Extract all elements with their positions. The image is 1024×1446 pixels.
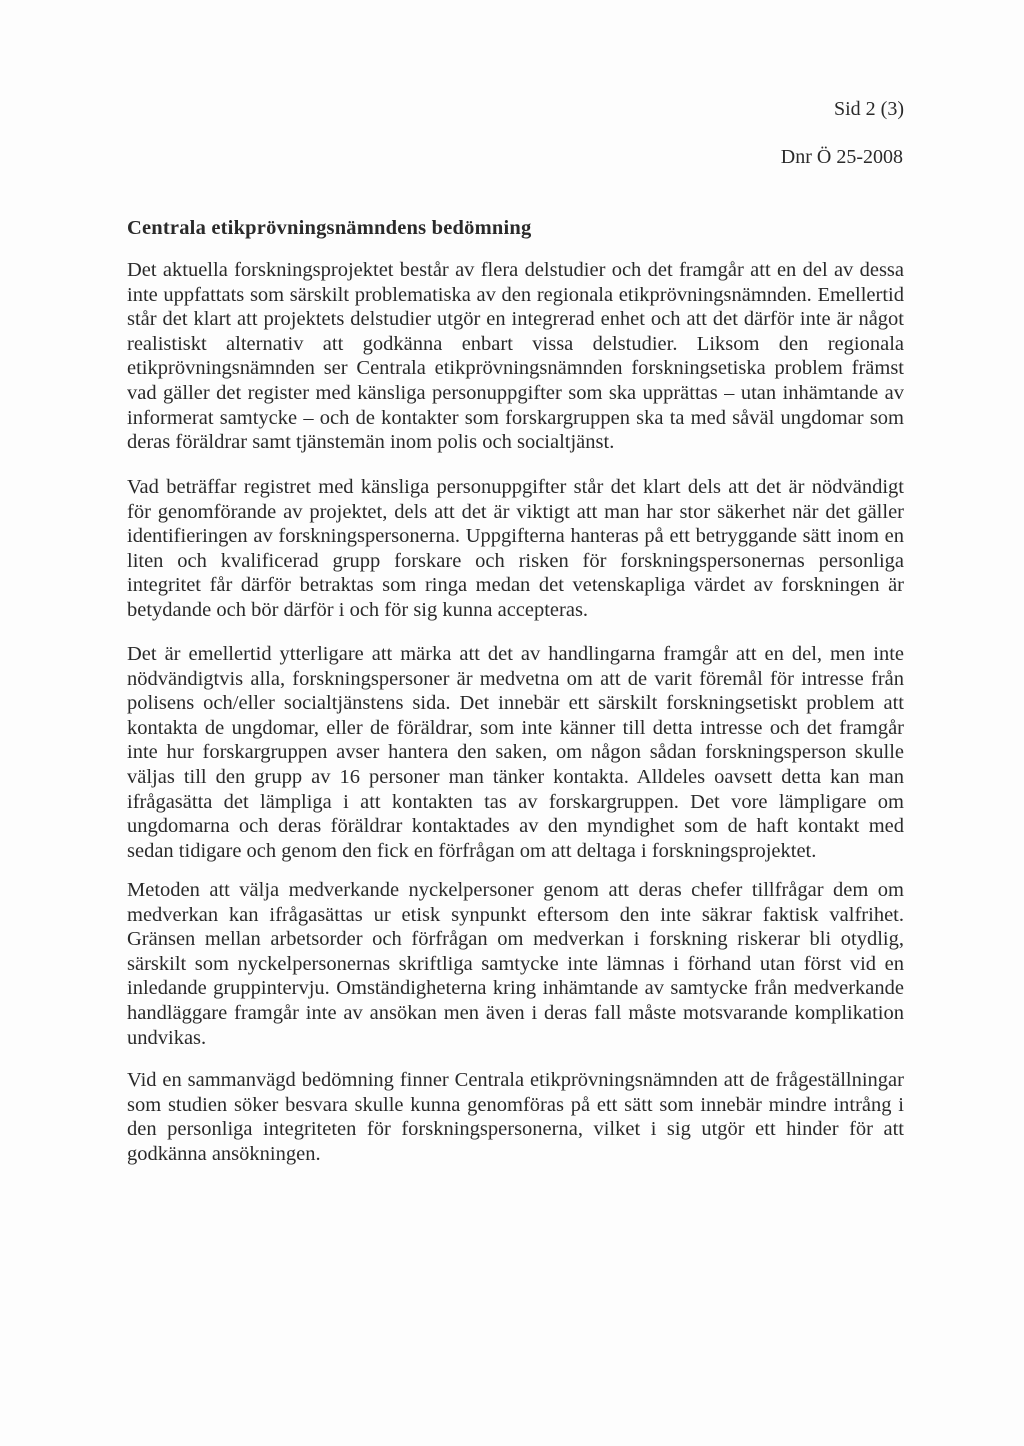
section-heading: Centrala etikprövningsnämndens bedömning xyxy=(127,217,532,239)
paragraph-conclusion: Vid en sammanvägd bedömning finner Centrala etikprövningsnämnden att de frågeställningar som studien söker besvara skulle kunna genomföras på ett sätt som innebär mindre intrång i den personliga integriteten för forskningspersonerna, vilket i sig utgör ett hinder för att godkänna ansökningen. xyxy=(127,1069,904,1165)
paragraph-assessment-overview: Det aktuella forskningsprojektet består av flera delstudier och det framgår att en del av dessa inte uppfattats som särskilt problematiska av den regionala etikprövningsnämnden. Emellertid står det klart att projektets delstudier utgör en integrerad enhet och att det därför inte är något realistiskt alternativ att godkänna enbart vissa delstudier. Liksom den regionala etikprövningsnämnden ser Centrala etikprövningsnämnden forskningsetiska problem främst vad gäller det register med känsliga personuppgifter som ska upprättas – utan inhämtande av informerat samtycke – och de kontakter som forskargruppen ska ta med såväl ungdomar som deras föräldrar samt tjänstemän inom polis och socialtjänst. xyxy=(127,259,904,454)
page-number: Sid 2 (3) xyxy=(834,98,904,120)
paragraph-register-assessment: Vad beträffar registret med känsliga personuppgifter står det klart dels att det är nödvändigt för genomförande av projektet, dels att det är viktigt att man har stor säkerhet när det gäller identifieringen av forskningspersonerna. Uppgifterna hanteras på ett betryggande sätt inom en liten och kvalificerad grupp forskare och risken för forskningspersonernas personliga integritet får därför betraktas som ringa medan det vetenskapliga värdet av forskningen är betydande och bör därför i och för sig kunna accepteras. xyxy=(127,476,904,621)
reference-number: Dnr Ö 25-2008 xyxy=(780,146,903,168)
paragraph-key-person-selection: Metoden att välja medverkande nyckelpersoner genom att deras chefer tillfrågar dem om medverkan kan ifrågasättas ur etisk synpunkt eftersom den inte säkrar faktisk valfrihet. Gränsen mellan arbetsorder och förfrågan om medverkan i forskning riskerar bli otydlig, särskilt som nyckelpersonernas skriftliga samtycke inte lämnas i förhand utan först vid en inledande gruppintervju. Omständigheterna kring inhämtande av samtycke från medverkande handläggare framgår inte av ansökan men även i deras fall måste motsvarande komplikation undvikas. xyxy=(127,879,904,1049)
paragraph-contact-concerns: Det är emellertid ytterligare att märka att det av handlingarna framgår att en del, men inte nödvändigtvis alla, forskningspersoner är medvetna om att de varit föremål för intresse från polisens och/eller socialtjänstens sida. Det innebär ett särskilt forskningsetiskt problem att kontakta de ungdomar, eller de föräldrar, som inte känner till detta intresse och det framgår inte hur forskargruppen avser hantera den saken, om någon sådan forskningsperson skulle väljas till den grupp av 16 personer man tänker kontakta. Alldeles oavsett detta kan man ifrågasätta det lämpliga i att kontakten tas av forskargruppen. Det vore lämpligare om ungdomarna och deras föräldrar kontaktades av den myndighet som de haft kontakt med sedan tidigare och genom den fick en förfrågan om att deltaga i forskningsprojektet. xyxy=(127,643,904,862)
